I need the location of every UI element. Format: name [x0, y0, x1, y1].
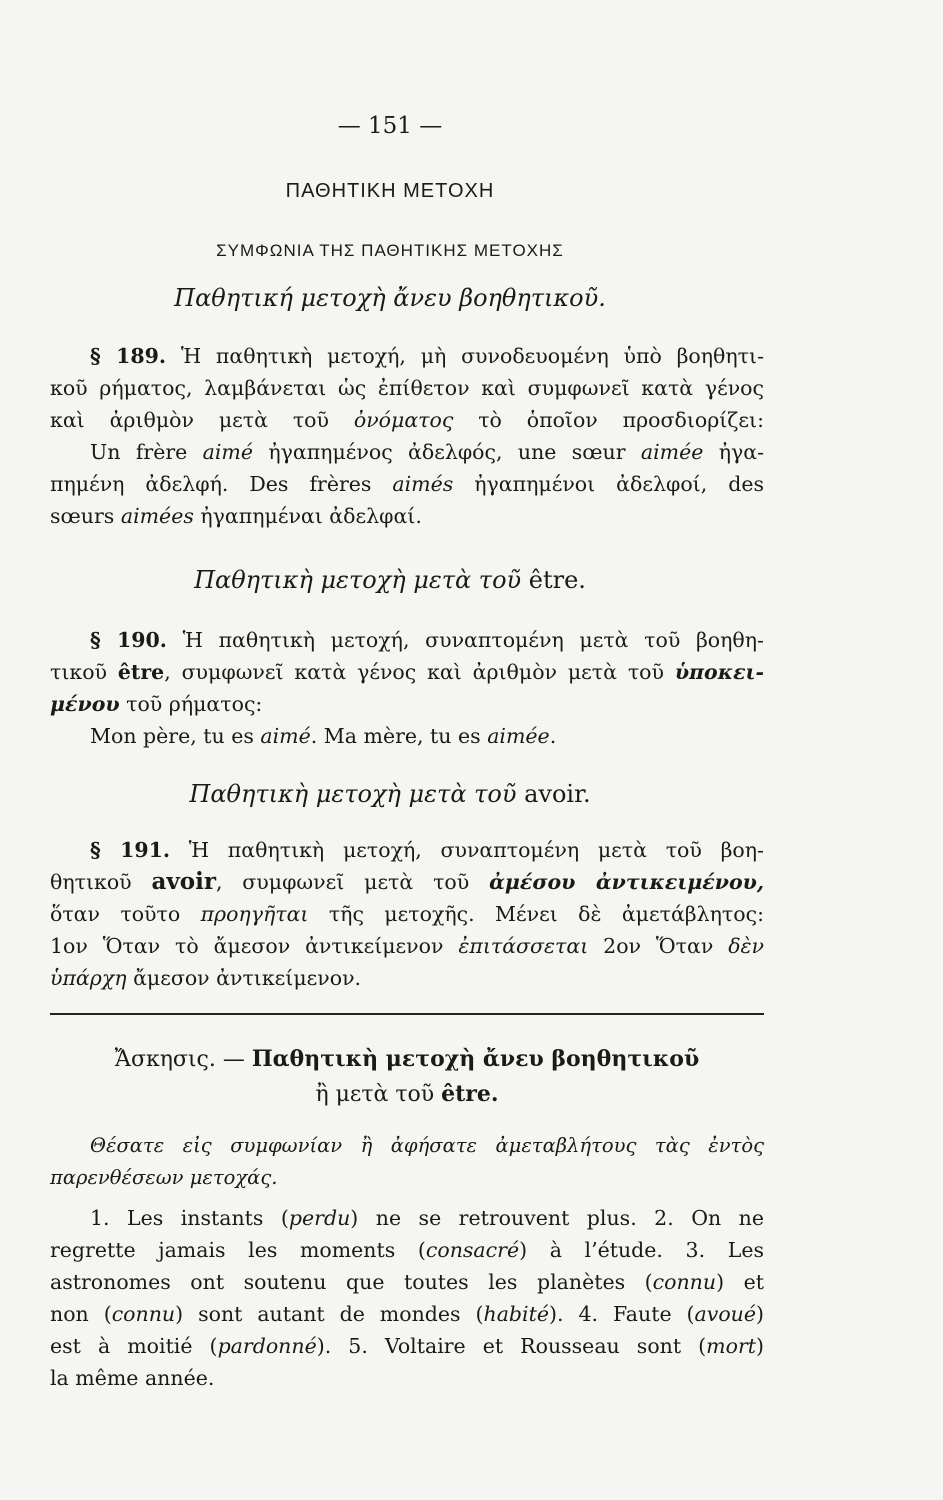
italic-text: ὀνόματος	[353, 408, 454, 432]
italic-text: habité	[483, 1302, 549, 1326]
text: 2ον Ὅταν	[588, 934, 729, 958]
bold-text: être	[117, 660, 165, 684]
line	[50, 404, 764, 436]
line	[50, 962, 764, 994]
text: θητικοῦ	[50, 870, 152, 894]
italic-text: ἐπιτάσσεται	[458, 934, 589, 958]
text: ἠγα-	[703, 440, 765, 464]
text: sœurs	[50, 504, 121, 528]
chapter-subheading: ΣΥΜΦΩΝΙΑ ΤΗΣ ΠΑΘΗΤΙΚΗΣ ΜΕΤΟΧΗΣ	[216, 241, 564, 260]
line	[50, 624, 764, 656]
text: κοῦ ρήματος, λαμβάνεται ὡς ἐπίθετον καὶ συμφωνεῖ κατὰ γένος	[50, 376, 764, 400]
line	[50, 656, 764, 688]
text: )	[756, 1334, 764, 1358]
italic-text: perdu	[288, 1206, 351, 1230]
line	[50, 1202, 764, 1234]
line	[50, 468, 764, 500]
italic-text: aimée	[487, 724, 550, 748]
text: καὶ ἀριθμὸν μετὰ τοῦ	[50, 408, 354, 432]
line	[50, 1162, 764, 1194]
text: astronomes ont soutenu que toutes les planètes (	[50, 1270, 653, 1294]
text: .	[549, 724, 557, 748]
line	[50, 1234, 764, 1266]
text: Ἡ παθητικὴ μετοχή, μὴ συνοδευομένη ὑπὸ βοηθητι-	[180, 344, 764, 368]
text: Παθητικὴ μετοχὴ μετὰ τοῦ	[189, 780, 517, 808]
text: πημένη ἀδελφή. Des frères	[50, 472, 393, 496]
line	[50, 1042, 764, 1077]
italic-text: avoué	[694, 1302, 756, 1326]
text: ) sont autant de mondes (	[175, 1302, 484, 1326]
bold-italic-text: μένου	[50, 692, 120, 716]
text: 1ον Ὅταν τὸ ἄμεσον ἀντικείμενον	[50, 934, 459, 958]
line	[50, 1077, 764, 1112]
text: ἄμεσον ἀντικείμενον.	[126, 966, 362, 990]
italic-text: aimées	[120, 504, 194, 528]
italic-text: aimé	[202, 440, 253, 464]
line	[50, 1362, 764, 1394]
text: ἠγαπημένοι ἀδελφοί, des	[453, 472, 764, 496]
section-title-with-etre	[0, 566, 780, 594]
line	[50, 930, 764, 962]
text: ἠγαπημένος ἀδελφός, une sœur	[252, 440, 641, 464]
text: Θέσατε εἰς συμφωνίαν ἢ ἀφήσατε ἀμεταβλήτους τὰς ἐντὸς	[90, 1134, 764, 1157]
line	[50, 834, 764, 866]
line	[50, 340, 764, 372]
text: . Ma mère, tu es	[310, 724, 488, 748]
text: τῆς μετοχῆς. Μένει δὲ ἀμετάβλητος:	[308, 902, 764, 926]
text: ὅταν τοῦτο	[50, 902, 201, 926]
french-word: être.	[528, 566, 586, 594]
paragraph-189	[50, 340, 764, 532]
line	[50, 866, 764, 898]
line	[50, 500, 764, 532]
exercise-title	[50, 1042, 764, 1112]
text: , συμφωνεῖ μετὰ τοῦ	[215, 870, 490, 894]
line	[50, 688, 764, 720]
italic-text: pardonné	[217, 1334, 317, 1358]
line	[50, 436, 764, 468]
line	[50, 1266, 764, 1298]
line	[50, 898, 764, 930]
text: Ἄσκησις. —	[114, 1047, 245, 1072]
text: ). 4. Faute (	[548, 1302, 695, 1326]
italic-text: ὑπάρχη	[50, 966, 127, 990]
section-number: § 190.	[90, 628, 167, 652]
text: Ἡ παθητικὴ μετοχή, συναπτομένη μετὰ τοῦ βοη-	[188, 838, 764, 862]
line	[50, 720, 764, 752]
section-title-without-auxiliary: Παθητική μετοχὴ ἄνευ βοηθητικοῦ.	[174, 284, 606, 312]
chapter-heading: ΠΑΘΗΤΙΚΗ ΜΕΤΟΧΗ	[285, 180, 495, 202]
section-title-with-avoir	[0, 780, 780, 808]
italic-text: consacré	[425, 1238, 520, 1262]
exercise-instruction	[50, 1130, 764, 1194]
line	[50, 1298, 764, 1330]
bold-text: être.	[441, 1081, 499, 1107]
french-word: avoir.	[524, 780, 591, 808]
section-number: § 191.	[90, 838, 170, 862]
paragraph-190	[50, 624, 764, 752]
italic-text: δὲν	[728, 934, 764, 958]
text: ) et	[716, 1270, 764, 1294]
italic-text: connu	[652, 1270, 717, 1294]
text: 1. Les instants (	[90, 1206, 289, 1230]
text: non (	[50, 1302, 112, 1326]
text: τοῦ ρήματος:	[119, 692, 263, 716]
section-number: § 189.	[90, 344, 167, 368]
text: Ἡ παθητικὴ μετοχή, συναπτομένη μετὰ τοῦ βοηθη-	[182, 628, 764, 652]
text: Un frère	[90, 440, 203, 464]
paragraph-191	[50, 834, 764, 994]
italic-text: connu	[111, 1302, 176, 1326]
bold-italic-text: ὑποκει-	[674, 660, 764, 684]
page-number: — 151 —	[337, 113, 443, 139]
horizontal-divider	[50, 1013, 764, 1015]
line	[50, 1330, 764, 1362]
text: παρενθέσεων μετοχάς.	[50, 1166, 278, 1189]
text: τικοῦ	[50, 660, 118, 684]
text: Παθητικὴ μετοχὴ μετὰ τοῦ	[194, 566, 522, 594]
text: ) ne se retrouvent plus. 2. On ne	[350, 1206, 764, 1230]
text: ἢ μετὰ τοῦ	[315, 1082, 435, 1107]
text: la même année.	[50, 1366, 215, 1390]
text: )	[756, 1302, 764, 1326]
line	[50, 372, 764, 404]
bold-italic-text: ἀμέσου ἀντικειμένου,	[489, 870, 764, 894]
bold-text: Παθητικὴ μετοχὴ ἄνευ βοηθητικοῦ	[251, 1046, 700, 1072]
text: est à moitié (	[50, 1334, 218, 1358]
italic-text: προηγῆται	[200, 902, 309, 926]
italic-text: aimés	[392, 472, 454, 496]
text: ). 5. Voltaire et Rousseau sont (	[316, 1334, 707, 1358]
text: , συμφωνεῖ κατὰ γένος καὶ ἀριθμὸν μετὰ τοῦ	[164, 660, 675, 684]
bold-text: avoir	[151, 868, 216, 895]
text: τὸ ὁποῖον προσδιορίζει:	[453, 408, 764, 432]
italic-text: aimée	[640, 440, 704, 464]
text: ) à l’étude. 3. Les	[519, 1238, 764, 1262]
text: ἠγαπημέναι ἀδελφαί.	[193, 504, 422, 528]
italic-text: mort	[706, 1334, 756, 1358]
italic-text: aimé	[260, 724, 311, 748]
exercise-sentences	[50, 1202, 764, 1394]
text: regrette jamais les moments (	[50, 1238, 426, 1262]
text: Mon père, tu es	[90, 724, 261, 748]
line	[50, 1130, 764, 1162]
